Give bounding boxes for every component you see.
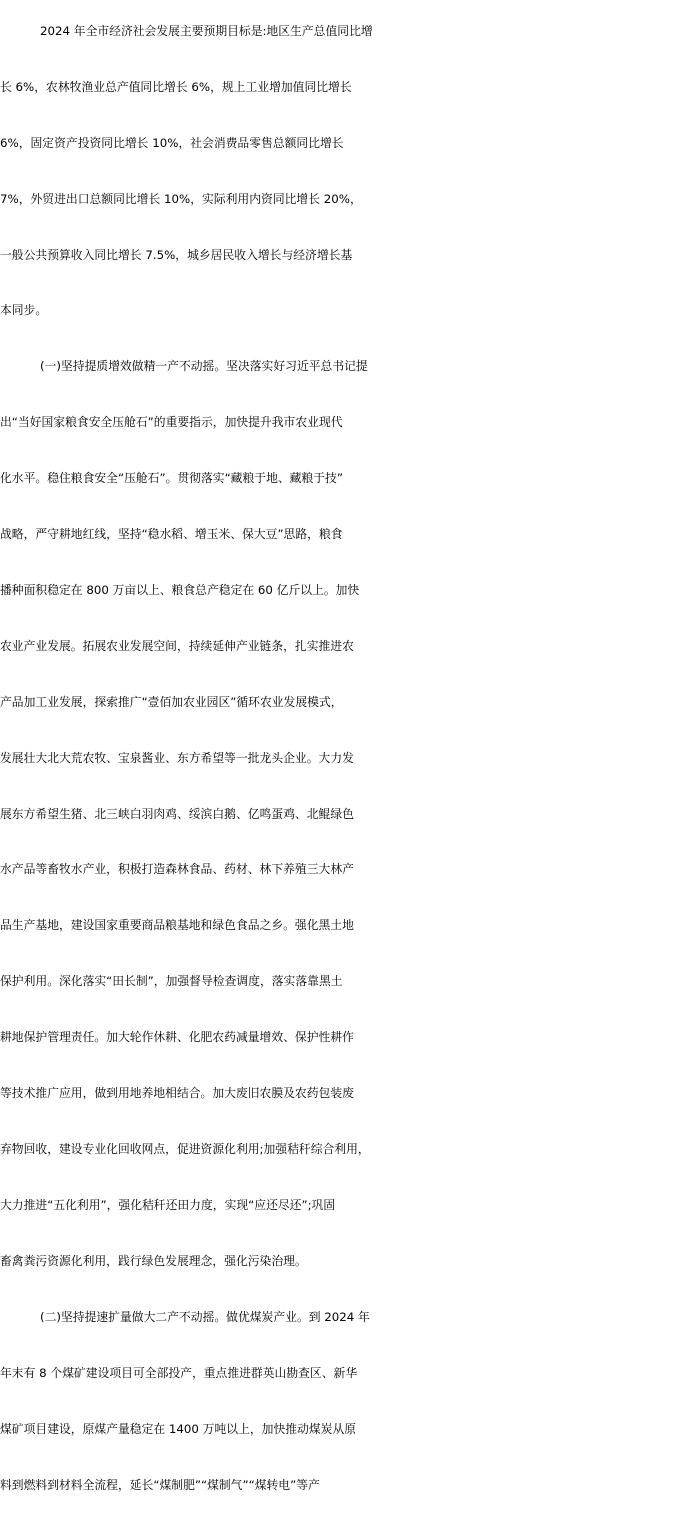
text-line: (二)坚持提速扩量做大二产不动摇。做优煤炭产业。到 2024 年 <box>40 1310 370 1324</box>
text-line: 展东方希望生猪、北三峡白羽肉鸡、绥滨白鹅、亿鸣蛋鸡、北鲲绿色 <box>0 807 354 821</box>
text-line: 大力推进“五化利用”，强化秸秆还田力度，实现“应还尽还”;巩固 <box>0 1198 336 1212</box>
text-line: 等技术推广应用，做到用地养地相结合。加大废旧农膜及农药包装废 <box>0 1086 354 1100</box>
text-line: 化水平。稳住粮食安全“压舱石”。贯彻落实“藏粮于地、藏粮于技” <box>0 471 343 485</box>
text-line: 7%，外贸进出口总额同比增长 10%，实际利用内资同比增长 20%， <box>0 192 362 206</box>
text-line: 发展壮大北大荒农牧、宝泉酱业、东方希望等一批龙头企业。大力发 <box>0 751 354 765</box>
text-line: 年末有 8 个煤矿建设项目可全部投产，重点推进群英山勘查区、新华 <box>0 1366 358 1380</box>
text-line: 播种面积稳定在 800 万亩以上、粮食总产稳定在 60 亿斤以上。加快 <box>0 583 360 597</box>
text-line: 本同步。 <box>0 303 48 317</box>
text-line: 出“当好国家粮食安全压舱石”的重要指示，加快提升我市农业现代 <box>0 415 343 429</box>
text-line: 煤矿项目建设，原煤产量稳定在 1400 万吨以上，加快推动煤炭从原 <box>0 1422 357 1436</box>
text-line: 2024 年全市经济社会发展主要预期目标是:地区生产总值同比增 <box>40 24 373 38</box>
text-line: (一)坚持提质增效做精一产不动摇。坚决落实好习近平总书记提 <box>40 359 368 373</box>
text-line: 长 6%，农林牧渔业总产值同比增长 6%，规上工业增加值同比增长 <box>0 80 352 94</box>
text-line: 6%，固定资产投资同比增长 10%，社会消费品零售总额同比增长 <box>0 136 344 150</box>
text-line: 一般公共预算收入同比增长 7.5%，城乡居民收入增长与经济增长基 <box>0 248 353 262</box>
text-line: 战略，严守耕地红线，坚持“稳水稻、增玉米、保大豆”思路，粮食 <box>0 527 343 541</box>
text-line: 品生产基地，建设国家重要商品粮基地和绿色食品之乡。强化黑土地 <box>0 918 354 932</box>
text-line: 料到燃料到材料全流程，延长“煤制肥”“煤制气”“煤转电”等产 <box>0 1478 320 1492</box>
text-line: 耕地保护管理责任。加大轮作休耕、化肥农药减量增效、保护性耕作 <box>0 1030 354 1044</box>
text-line: 弃物回收，建设专业化回收网点，促进资源化利用;加强秸秆综合利用， <box>0 1142 370 1156</box>
text-line: 畜禽粪污资源化利用，践行绿色发展理念，强化污染治理。 <box>0 1254 307 1268</box>
text-line: 保护利用。深化落实“田长制”，加强督导检查调度，落实落靠黑土 <box>0 974 343 988</box>
text-line: 水产品等畜牧水产业，积极打造森林食品、药材、林下养殖三大林产 <box>0 862 354 876</box>
text-line: 产品加工业发展，探索推广“壹佰加农业园区”循环农业发展模式， <box>0 695 343 709</box>
text-line: 农业产业发展。拓展农业发展空间，持续延伸产业链条，扎实推进农 <box>0 639 354 653</box>
